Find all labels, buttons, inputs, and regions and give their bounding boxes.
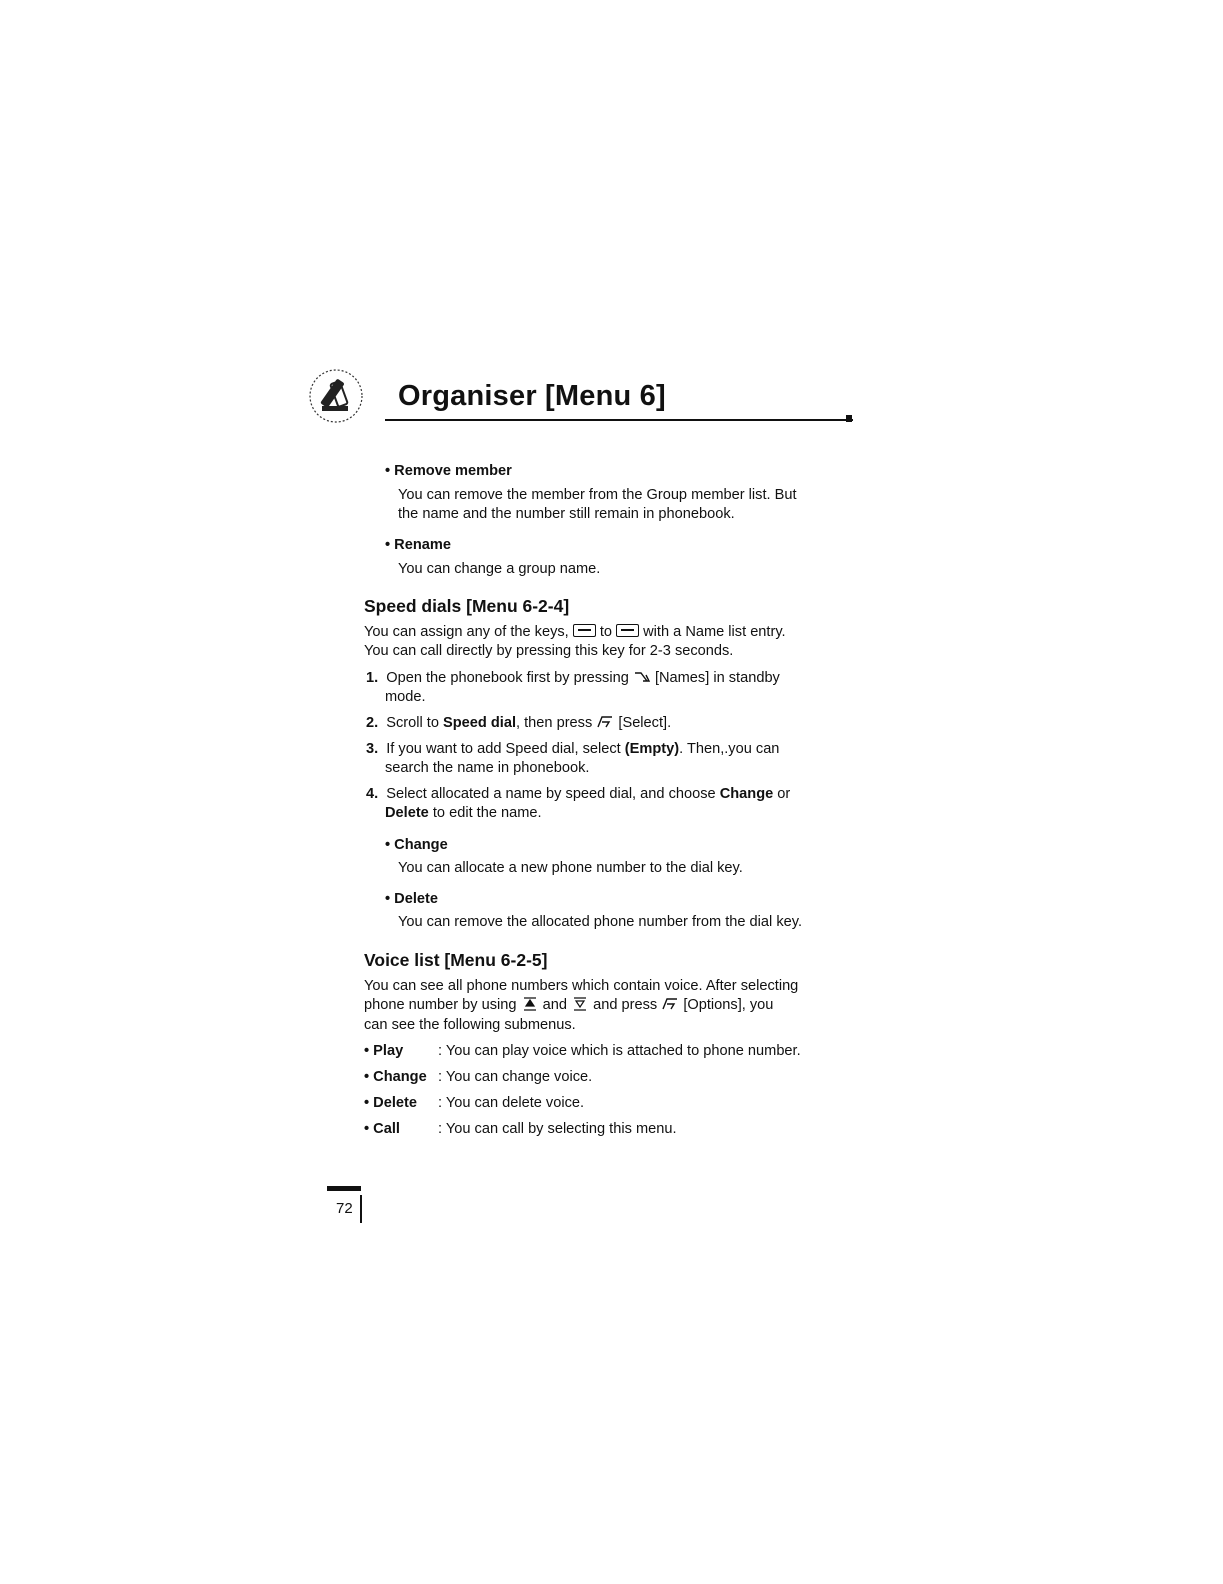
voice-list-heading: Voice list [Menu 6-2-5] (364, 950, 548, 970)
key-2-icon (573, 624, 596, 637)
voice-list-intro: You can see all phone numbers which contain voice. After selecting (364, 978, 799, 994)
organiser-icon (306, 366, 366, 426)
title-divider-end (846, 415, 852, 422)
step-4-cont: Delete to edit the name. (385, 805, 542, 821)
down-arrow-key-icon (571, 997, 589, 1011)
voice-list-intro-line2: phone number by using and and press [Options], you (364, 997, 774, 1013)
option-change-text: You can allocate a new phone number to the dial key. (398, 860, 743, 876)
option-delete-label: • Delete (385, 891, 438, 907)
speed-dials-intro-line2: You can call directly by pressing this key for 2-3 seconds. (364, 643, 734, 659)
page-number: 72 (336, 1200, 353, 1217)
option-rename-label: • Rename (385, 537, 451, 553)
step-3: 3. If you want to add Speed dial, select (Empty). Then,.you can (366, 741, 780, 757)
option-delete-text: You can remove the allocated phone number from the dial key. (398, 914, 803, 930)
page-number-bar (360, 1195, 362, 1223)
voice-list-intro-line3: can see the following submenus. (364, 1017, 576, 1033)
option-remove-member-text: You can remove the member from the Group member list. But (398, 487, 797, 503)
speed-dials-heading: Speed dials [Menu 6-2-4] (364, 596, 570, 616)
up-arrow-key-icon (521, 997, 539, 1011)
step-2: 2. Scroll to Speed dial, then press [Select]. (366, 715, 672, 731)
key-9-icon (616, 624, 639, 637)
options-softkey-icon (661, 997, 679, 1011)
step-4: 4. Select allocated a name by speed dial, and choose Change or (366, 786, 791, 802)
page-title: Organiser [Menu 6] (398, 380, 666, 412)
step-1-cont: mode. (385, 689, 426, 705)
option-remove-member-text: the name and the number still remain in phonebook. (398, 506, 735, 522)
step-3-cont: search the name in phonebook. (385, 760, 590, 776)
option-change-label: • Change (385, 837, 448, 853)
step-1: 1. Open the phonebook first by pressing [Names] in standby (366, 670, 780, 686)
voice-item-play: • Play : You can play voice which is attached to phone number. (364, 1043, 801, 1059)
title-divider (385, 419, 853, 421)
select-softkey-icon (596, 715, 614, 729)
option-rename-text: You can change a group name. (398, 561, 601, 577)
speed-dials-intro: You can assign any of the keys, to with a Name list entry. (364, 624, 786, 640)
page-number-tab (327, 1186, 361, 1191)
option-remove-member-label: • Remove member (385, 463, 512, 479)
names-softkey-icon (633, 670, 651, 684)
voice-item-change: • Change : You can change voice. (364, 1069, 593, 1085)
voice-item-delete: • Delete : You can delete voice. (364, 1095, 585, 1111)
voice-item-call: • Call : You can call by selecting this menu. (364, 1121, 677, 1137)
